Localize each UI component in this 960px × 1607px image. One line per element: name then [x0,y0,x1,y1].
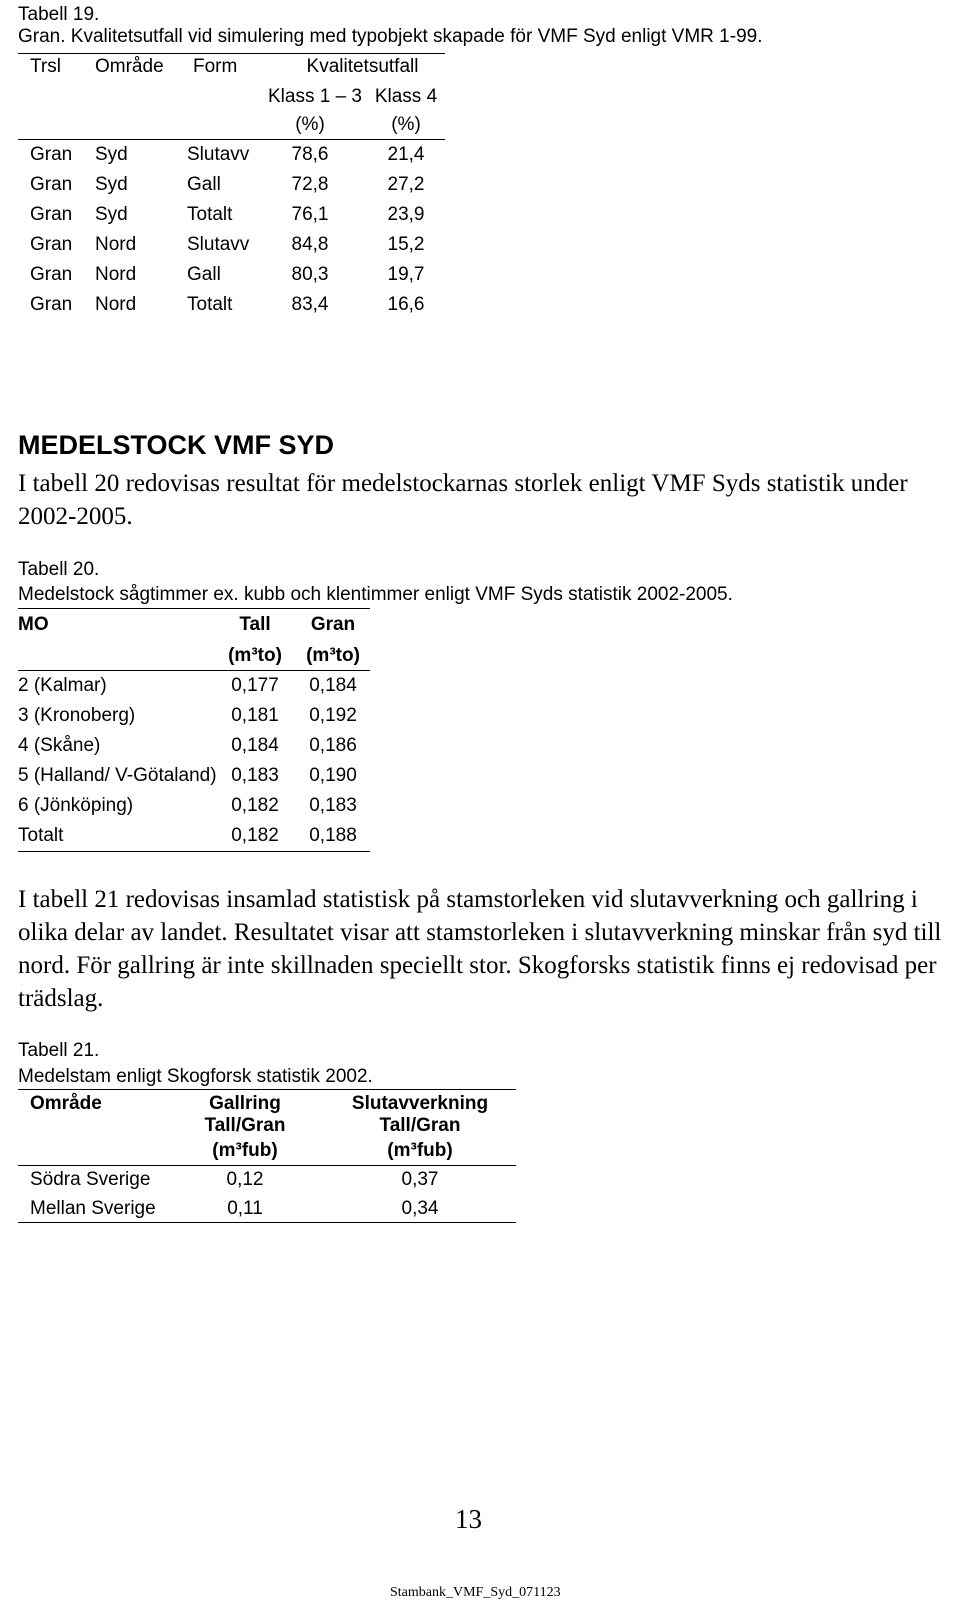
cell-gran: 0,184 [309,675,357,696]
cell-tall: 0,184 [231,735,279,756]
cell-klass-4: 23,9 [387,204,425,225]
cell-trsl: Gran [30,234,73,255]
cell-tall: 0,183 [231,765,279,786]
table-row [0,761,960,791]
table20-title: Medelstock sågtimmer ex. kubb och klentimmer enligt VMF Syds statistik 2002-2005. [18,584,733,605]
header-unit-1: (%) [295,114,325,135]
cell-omrade: Syd [95,174,128,195]
table21-title: Medelstam enligt Skogforsk statistik 2002. [18,1066,373,1087]
table20-label: Tabell 20. [18,559,100,580]
cell-gran: 0,188 [309,825,357,846]
table-row [0,170,960,200]
header-slut-species: Tall/Gran [379,1115,461,1136]
cell-mo: 6 (Jönköping) [18,795,134,816]
cell-klass-1-3: 80,3 [291,264,329,285]
table-row [0,1194,960,1224]
cell-omrade: Nord [95,234,137,255]
header-klass-1-3: Klass 1 – 3 [268,86,362,107]
header-omrade-21: Område [30,1093,102,1114]
cell-gallring: 0,12 [226,1169,264,1190]
table-row [0,671,960,701]
cell-form: Gall [187,174,221,195]
table21-bottom-rule [18,1222,516,1223]
cell-form: Totalt [187,294,233,315]
cell-slutavverkning: 0,34 [401,1198,439,1219]
cell-gran: 0,183 [309,795,357,816]
cell-klass-1-3: 76,1 [291,204,329,225]
header-slut-unit: (m³fub) [387,1140,453,1161]
header-form: Form [193,56,238,77]
header-omrade: Område [95,56,164,77]
cell-klass-1-3: 84,8 [291,234,329,255]
cell-slutavverkning: 0,37 [401,1169,439,1190]
table20-header-row-2 [0,641,960,671]
header-unit-gran: (m³to) [306,645,360,666]
table19-header-row-2 [0,82,960,112]
cell-gran: 0,192 [309,705,357,726]
cell-gallring: 0,11 [227,1198,263,1219]
header-gallring-unit: (m³fub) [212,1140,278,1161]
table19-label: Tabell 19. [18,4,100,25]
header-mo: MO [18,614,49,635]
table20-top-rule [18,608,370,609]
cell-mo: 4 (Skåne) [18,735,101,756]
table21-label: Tabell 21. [18,1040,100,1061]
cell-klass-1-3: 72,8 [291,174,329,195]
cell-tall: 0,182 [231,795,279,816]
cell-form: Slutavv [187,234,250,255]
cell-omrade: Syd [95,144,128,165]
cell-trsl: Gran [30,204,73,225]
header-unit-tall: (m³to) [228,645,282,666]
header-tall: Tall [239,614,271,635]
section-heading: MEDELSTOCK VMF SYD [18,430,335,460]
cell-form: Slutavv [187,144,250,165]
table-row [0,731,960,761]
table19-title: Gran. Kvalitetsutfall vid simulering med typobjekt skapade för VMF Syd enligt VMR 1-99. [18,26,763,47]
section-paragraph: I tabell 20 redovisas resultat för medelstockarnas storlek enligt VMF Syds statistik under 2002-2005. [18,470,908,530]
cell-omrade: Södra Sverige [30,1169,151,1190]
table-row [0,821,960,851]
header-trsl: Trsl [30,56,61,77]
cell-trsl: Gran [30,264,73,285]
cell-omrade: Mellan Sverige [30,1198,156,1219]
table20-header-row-1 [0,610,960,640]
cell-mo: 2 (Kalmar) [18,675,107,696]
cell-omrade: Nord [95,264,137,285]
header-kvalitetsutfall: Kvalitetsutfall [306,56,419,77]
header-gallring: Gallring [209,1093,281,1114]
paragraph-table21-intro: I tabell 21 redovisas insamlad statistisk på stamstorleken vid slutavverkning och gallring i olika delar av landet. Resultatet visar att stamstorleken i slutavverkning minskar från syd till nord. För gallring är inte skillnaden speciellt stor. Skogforsks statistik finns ej redovisad per trädslag. [18,886,942,1012]
cell-klass-4: 19,7 [387,264,425,285]
cell-mo: 3 (Kronoberg) [18,705,136,726]
document-id: Stambank_VMF_Syd_071123 [390,1585,561,1600]
cell-klass-4: 16,6 [387,294,425,315]
cell-trsl: Gran [30,294,73,315]
table-row [0,200,960,230]
header-unit-2: (%) [391,114,421,135]
table-row [0,260,960,290]
cell-klass-4: 21,4 [387,144,425,165]
table-row [0,1165,960,1195]
header-gallring-species: Tall/Gran [204,1115,286,1136]
cell-tall: 0,181 [231,705,279,726]
cell-klass-1-3: 83,4 [291,294,329,315]
cell-trsl: Gran [30,144,73,165]
table-row [0,701,960,731]
cell-tall: 0,177 [231,675,279,696]
cell-klass-4: 27,2 [387,174,425,195]
table19-header-row-1 [0,52,960,82]
header-klass-4: Klass 4 [374,86,438,107]
header-slutavverkning: Slutavverkning [351,1093,489,1114]
table19-header-row-3 [0,110,960,140]
cell-klass-4: 15,2 [387,234,425,255]
cell-gran: 0,190 [309,765,357,786]
header-gran: Gran [310,614,356,635]
cell-form: Totalt [187,204,233,225]
cell-form: Gall [187,264,221,285]
table-row [0,290,960,320]
cell-omrade: Nord [95,294,137,315]
cell-tall: 0,182 [231,825,279,846]
table-row [0,230,960,260]
table21-header-row-3 [0,1136,960,1166]
cell-omrade: Syd [95,204,128,225]
cell-gran: 0,186 [309,735,357,756]
cell-klass-1-3: 78,6 [291,144,329,165]
cell-trsl: Gran [30,174,73,195]
table-row [0,140,960,170]
table-row [0,791,960,821]
cell-mo: Totalt [18,825,64,846]
table20-bottom-rule [18,851,370,852]
cell-mo: 5 (Halland/ V-Götaland) [18,765,217,786]
page-number: 13 [455,1504,482,1534]
